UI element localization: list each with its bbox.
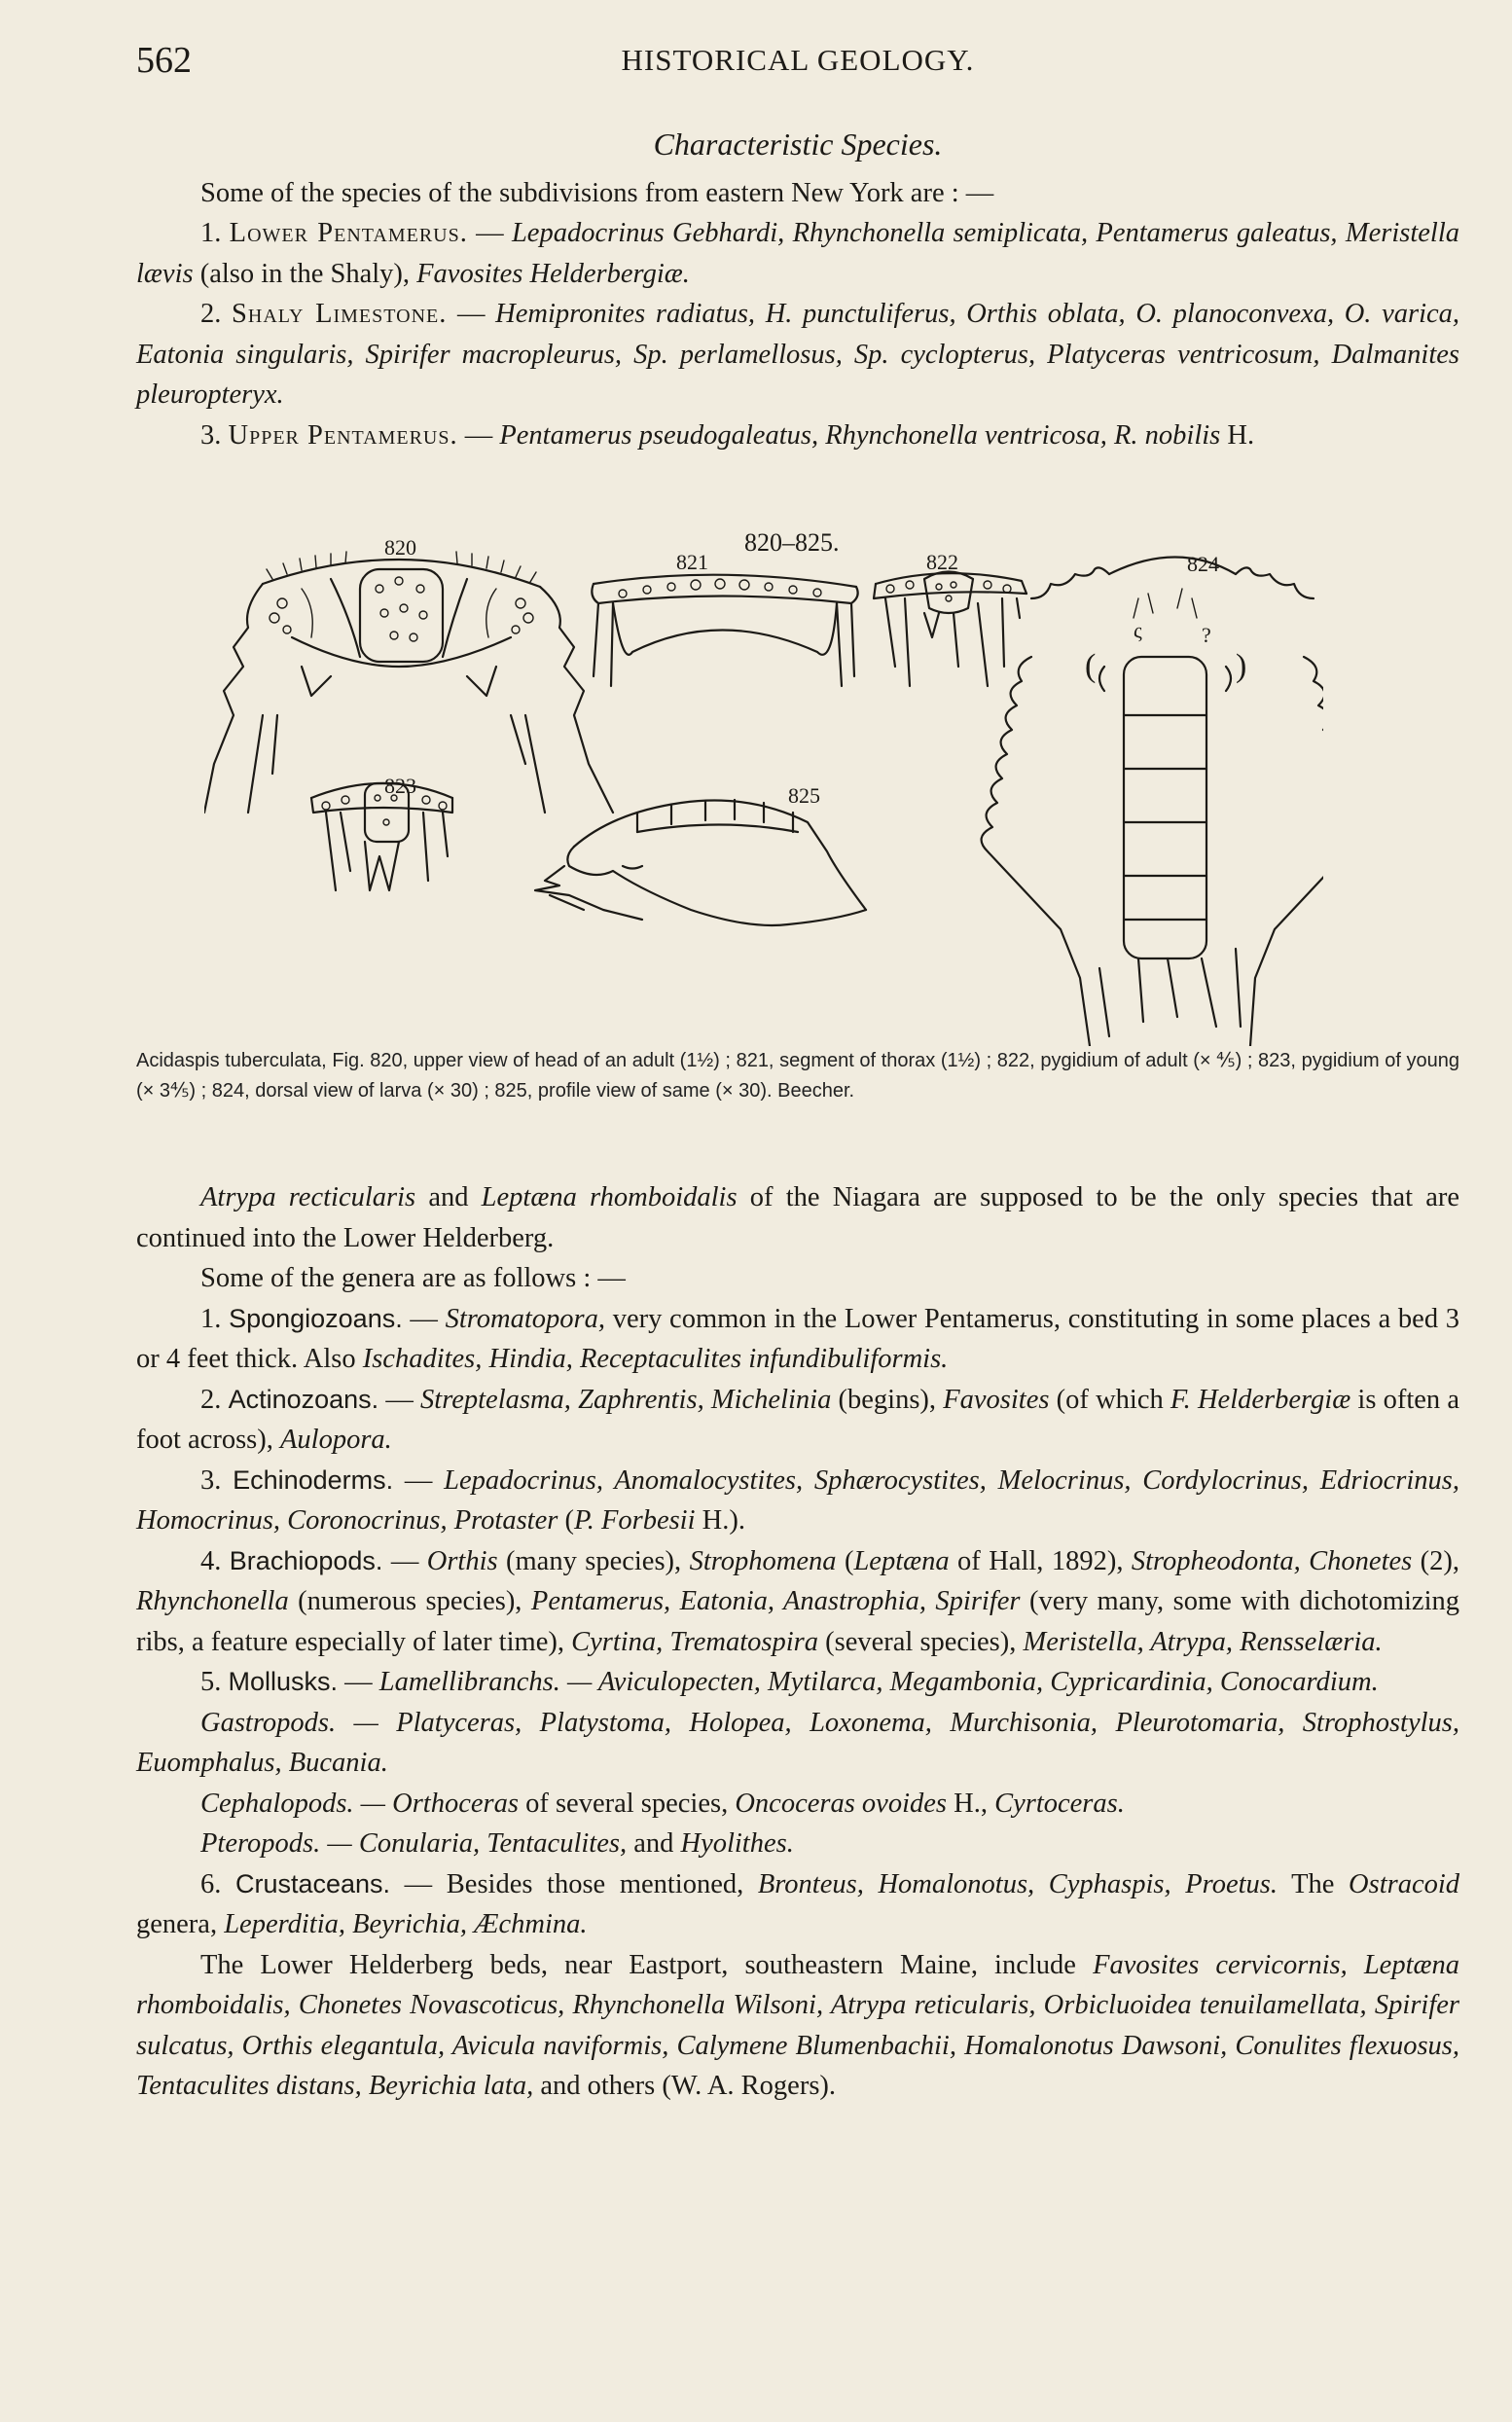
item-number: 2. bbox=[200, 299, 222, 329]
genus-group-5 bbox=[136, 1662, 1459, 1703]
group-name: Spongiozoans. bbox=[229, 1303, 403, 1333]
label-822: 822 bbox=[926, 550, 958, 574]
fig-823-drawing bbox=[311, 783, 452, 890]
text: very common in the Lower Pentamerus, constituting in some places a bed 3 or 4 feet thick. Also bbox=[136, 1303, 1460, 1374]
atrypa-paragraph bbox=[136, 1177, 1459, 1258]
dash: — bbox=[378, 1384, 421, 1415]
dash: — bbox=[393, 1464, 445, 1496]
genus-group-1 bbox=[136, 1299, 1459, 1380]
genera: P. Forbesii bbox=[573, 1505, 696, 1536]
trilobite-illustration bbox=[204, 521, 1323, 1046]
note: (also in the Shaly), bbox=[193, 258, 417, 289]
mollusk-pteropods bbox=[136, 1824, 1459, 1864]
genera: Orthis bbox=[426, 1545, 498, 1576]
genera: Stromatopora, bbox=[445, 1303, 606, 1334]
genus-group-2 bbox=[136, 1380, 1459, 1461]
genera: Oncoceras ovoides bbox=[735, 1788, 947, 1819]
subdivision-2 bbox=[136, 294, 1459, 416]
figure-820-825 bbox=[204, 521, 1323, 1046]
fig-821-drawing bbox=[592, 575, 857, 686]
genera: Leperditia, Beyrichia, Æchmina. bbox=[224, 1909, 588, 1939]
species: Atrypa recticularis bbox=[200, 1182, 416, 1212]
dash: — bbox=[447, 299, 496, 329]
author: H. bbox=[1220, 419, 1255, 451]
text: (begins), bbox=[831, 1384, 944, 1415]
group-name: Actinozoans. bbox=[228, 1384, 379, 1414]
fig-825-drawing bbox=[535, 800, 866, 925]
text: and bbox=[627, 1828, 681, 1859]
item-number: 5. bbox=[200, 1667, 222, 1697]
dash: — bbox=[402, 1303, 446, 1334]
item-number: 1. bbox=[200, 218, 222, 248]
text: and bbox=[415, 1182, 482, 1212]
species: Leptæna rhomboidalis bbox=[481, 1182, 738, 1212]
text: genera, bbox=[136, 1909, 225, 1939]
section-title: Characteristic Species. bbox=[653, 127, 943, 162]
genus-group-4 bbox=[136, 1541, 1459, 1663]
item-number: 3. bbox=[200, 419, 222, 451]
genera: Cephalopods. — Orthoceras bbox=[200, 1788, 519, 1819]
text: (numerous species), bbox=[288, 1586, 531, 1616]
genera: Rhynchonella bbox=[136, 1586, 289, 1616]
subdivision-name: Upper Pentamerus. bbox=[228, 419, 458, 451]
group-name: Brachiopods. bbox=[229, 1545, 383, 1575]
text: (of which bbox=[1049, 1384, 1170, 1415]
genera: Ischadites, Hindia, Receptaculites infundibuliformis. bbox=[362, 1344, 949, 1374]
text: is often a foot across), bbox=[136, 1384, 1460, 1455]
label-824: 824 bbox=[1187, 552, 1219, 576]
svg-text:(: ( bbox=[1085, 648, 1097, 684]
genus-group-6 bbox=[136, 1864, 1459, 1945]
text: ( bbox=[836, 1545, 854, 1576]
text: The Lower Helderberg beds, near Eastport, southeastern Maine, include bbox=[200, 1949, 1094, 1980]
dash: — bbox=[338, 1667, 379, 1697]
eastport-paragraph bbox=[136, 1945, 1459, 2107]
group-name: Echinoderms. bbox=[233, 1464, 394, 1495]
genera: Lepadocrinus, Anomalocystites, Sphærocystites, Melocrinus, Cordylocrinus, Edriocrinus, Homocrinus, Coronocrinus, Protaster bbox=[136, 1464, 1459, 1536]
genera: Pteropods. — Conularia, Tentaculites, bbox=[200, 1828, 628, 1859]
item-number: 1. bbox=[200, 1303, 222, 1334]
subdivision-name: Lower Pentamerus. bbox=[229, 218, 468, 248]
svg-text:): ) bbox=[1236, 648, 1247, 684]
group-name: Mollusks. bbox=[228, 1667, 339, 1696]
figure-caption: Acidaspis tuberculata, Fig. 820, upper view of head of an adult (1½) ; 821, segment of thorax (1½) ; 822, pygidium of adult (× ⅘) ; 823, pygidium of young (× 3⅘) ; 824, dorsal view of larva (× 30) ; 825, profile view of same (× 30). Beecher. bbox=[136, 1050, 1459, 1102]
label-825: 825 bbox=[788, 783, 820, 808]
running-title: HISTORICAL GEOLOGY. bbox=[621, 43, 975, 77]
genera: Gastropods. — Platyceras, Platystoma, Holopea, Loxonema, Murchisonia, Pleurotomaria, Strophostylus, Euomphalus, Bucania. bbox=[136, 1707, 1459, 1778]
text: of the Niagara are supposed to be the only species that are continued into the Lower Helderberg. bbox=[136, 1182, 1459, 1253]
species-section bbox=[136, 125, 1459, 455]
intro-paragraph: Some of the species of the subdivisions from eastern New York are : — bbox=[200, 177, 994, 208]
genera: Leptæna bbox=[853, 1545, 950, 1576]
svg-text:ς: ς bbox=[1134, 618, 1142, 642]
mollusk-cephalopods bbox=[136, 1784, 1459, 1825]
page-number: 562 bbox=[136, 40, 192, 81]
genera: Strophomena bbox=[689, 1545, 837, 1576]
genera-intro: Some of the genera are as follows : — bbox=[200, 1263, 626, 1293]
text: The bbox=[1278, 1868, 1350, 1899]
genera: Hyolithes. bbox=[680, 1828, 794, 1859]
genera: Ostracoid bbox=[1349, 1868, 1460, 1899]
genera-section bbox=[136, 1177, 1459, 2107]
page-header bbox=[136, 39, 1459, 88]
text: H.). bbox=[695, 1505, 745, 1536]
text: of Hall, 1892), bbox=[949, 1545, 1132, 1576]
genera: Cyrtoceras. bbox=[994, 1788, 1125, 1819]
subdivision-name: Shaly Limestone. bbox=[232, 299, 448, 329]
genera: Pentamerus, Eatonia, Anastrophia, Spirifer bbox=[530, 1586, 1021, 1616]
text: (2), bbox=[1412, 1545, 1460, 1576]
genera: Favosites bbox=[943, 1384, 1050, 1415]
item-number: 3. bbox=[200, 1464, 222, 1496]
text: (many species), bbox=[497, 1545, 690, 1576]
genera: Stropheodonta, Chonetes bbox=[1131, 1545, 1413, 1576]
species-list: Pentamerus pseudogaleatus, Rhynchonella ventricosa, R. nobilis bbox=[499, 419, 1221, 451]
text: of several species, bbox=[518, 1788, 736, 1819]
subdivision-1 bbox=[136, 213, 1459, 294]
genera: F. Helderbergiæ bbox=[1170, 1384, 1351, 1415]
mollusk-gastropods bbox=[136, 1703, 1459, 1784]
text: (several species), bbox=[818, 1626, 1024, 1657]
text: ( bbox=[558, 1505, 574, 1536]
dash: — bbox=[390, 1868, 447, 1899]
genera: Lamellibranchs. — Aviculopecten, Mytilarca, Megambonia, Cypricardinia, Conocardium. bbox=[378, 1667, 1379, 1697]
group-name: Crustaceans. bbox=[234, 1868, 391, 1898]
species-list: Favosites cervicornis, Leptæna rhomboidalis, Chonetes Novascoticus, Rhynchonella Wilsoni, Atrypa reticularis, Orbicluoidea tenuilamellata, Spirifer sulcatus, Orthis elegantula, Avicula naviformis, Calymene Blumenbachii, Homalonotus Dawsoni, Conulites flexuosus, Tentaculites distans, Beyrichia lata, bbox=[136, 1949, 1460, 2101]
genera: Aulopora. bbox=[280, 1425, 392, 1455]
genus-group-3 bbox=[136, 1461, 1459, 1541]
label-821: 821 bbox=[676, 550, 708, 574]
dash: — bbox=[382, 1545, 427, 1576]
species-list: Hemipronites radiatus, H. punctuliferus, Orthis oblata, O. planoconvexa, O. varica, Eatonia singularis, Spirifer macropleurus, Sp. perlamellosus, Sp. cyclopterus, Platyceras ventricosum, Dalmanites pleuropteryx. bbox=[136, 299, 1460, 410]
genera: Streptelasma, Zaphrentis, Michelinia bbox=[420, 1384, 832, 1415]
text: and others (W. A. Rogers). bbox=[533, 2071, 837, 2101]
dash: — bbox=[457, 419, 500, 451]
item-number: 6. bbox=[200, 1868, 222, 1899]
item-number: 2. bbox=[200, 1384, 222, 1415]
label-823: 823 bbox=[384, 774, 416, 798]
text: Besides those mentioned, bbox=[446, 1868, 758, 1899]
species-list: Favosites Helderbergiæ. bbox=[416, 258, 690, 289]
svg-text:?: ? bbox=[1202, 623, 1211, 647]
genera: Meristella, Atrypa, Rensselæria. bbox=[1023, 1626, 1383, 1657]
genera: Bronteus, Homalonotus, Cyphaspis, Proetus. bbox=[757, 1868, 1278, 1899]
fig-822-drawing bbox=[874, 572, 1026, 687]
subdivision-3 bbox=[136, 416, 1459, 456]
fig-824-drawing bbox=[982, 558, 1323, 1047]
text: (very many, some with dichotomizing ribs, a feature especially of later time), bbox=[136, 1586, 1459, 1657]
label-range: 820–825. bbox=[744, 528, 840, 557]
label-820: 820 bbox=[384, 535, 416, 560]
text: H., bbox=[947, 1788, 995, 1819]
genera: Cyrtina, Trematospira bbox=[571, 1626, 818, 1657]
species-list: Lepadocrinus Gebhardi, Rhynchonella semiplicata, Pentamerus galeatus, Meristella lævis bbox=[136, 218, 1459, 289]
item-number: 4. bbox=[200, 1545, 222, 1576]
dash: — bbox=[467, 218, 512, 248]
